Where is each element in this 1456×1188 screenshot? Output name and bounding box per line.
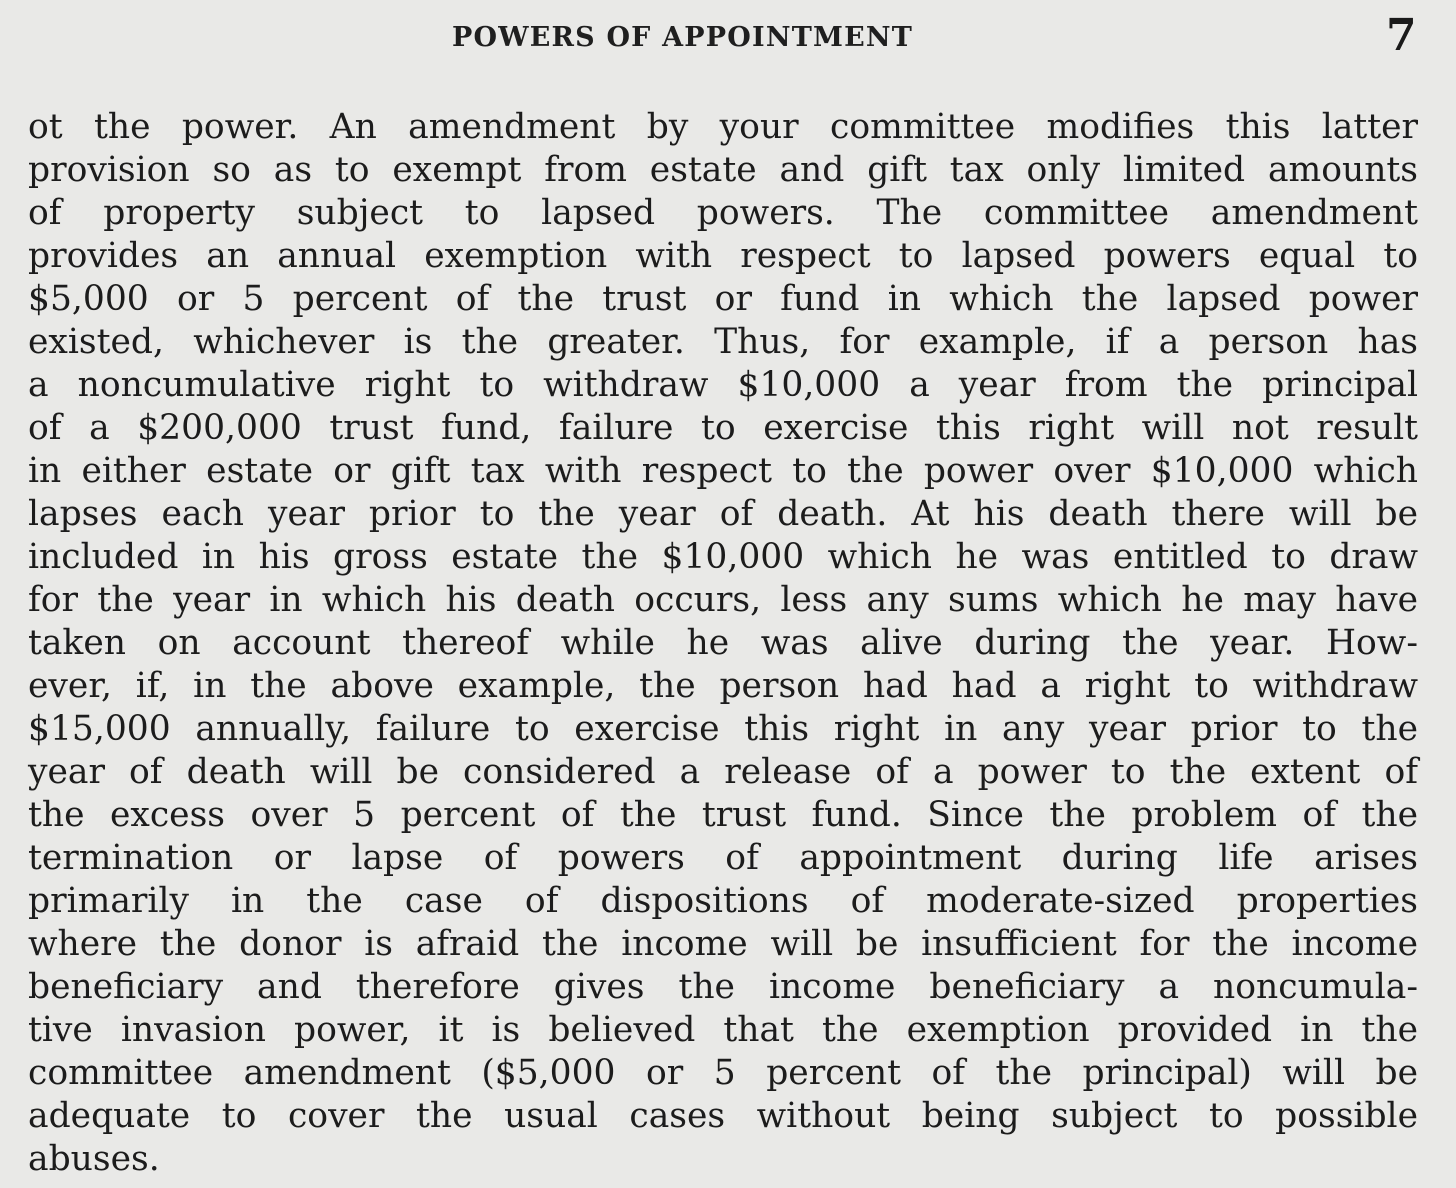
text-line: year of death will be considered a release of a power to the extent of	[28, 752, 1418, 792]
text-line: adequate to cover the usual cases without being subject to possible	[28, 1096, 1418, 1136]
page-number: 7	[1386, 10, 1417, 61]
text-line: $15,000 annually, failure to exercise this right in any year prior to the	[28, 709, 1418, 749]
text-line: included in his gross estate the $10,000 which he was entitled to draw	[28, 537, 1418, 577]
text-line: of property subject to lapsed powers. The committee amendment	[28, 193, 1418, 233]
text-line: $5,000 or 5 percent of the trust or fund in which the lapsed power	[28, 279, 1418, 319]
running-header	[0, 10, 1456, 64]
text-line: provides an annual exemption with respect to lapsed powers equal to	[28, 236, 1418, 276]
running-title: POWERS OF APPOINTMENT	[452, 22, 914, 53]
text-line: taken on account thereof while he was alive during the year. How-	[28, 623, 1418, 663]
body-paragraph	[28, 106, 1418, 1181]
text-line: existed, whichever is the greater. Thus, for example, if a person has	[28, 322, 1418, 362]
text-line: provision so as to exempt from estate and gift tax only limited amounts	[28, 150, 1418, 190]
text-line: of a $200,000 trust fund, failure to exercise this right will not result	[28, 408, 1418, 448]
text-line: where the donor is afraid the income will be insufficient for the income	[28, 924, 1418, 964]
text-line: in either estate or gift tax with respect to the power over $10,000 which	[28, 451, 1418, 491]
text-line: committee amendment ($5,000 or 5 percent of the principal) will be	[28, 1053, 1418, 1093]
text-line: ot the power. An amendment by your committee modifies this latter	[28, 107, 1418, 147]
text-line: ever, if, in the above example, the person had had a right to withdraw	[28, 666, 1418, 706]
text-line: for the year in which his death occurs, less any sums which he may have	[28, 580, 1418, 620]
text-line: tive invasion power, it is believed that the exemption provided in the	[28, 1010, 1418, 1050]
text-line: the excess over 5 percent of the trust fund. Since the problem of the	[28, 795, 1418, 835]
text-line: lapses each year prior to the year of death. At his death there will be	[28, 494, 1418, 534]
text-line-last: abuses.	[28, 1139, 160, 1179]
text-line: termination or lapse of powers of appointment during life arises	[28, 838, 1418, 878]
text-line: primarily in the case of dispositions of moderate-sized properties	[28, 881, 1418, 921]
text-line: beneficiary and therefore gives the income beneficiary a noncumula-	[28, 967, 1418, 1007]
text-line: a noncumulative right to withdraw $10,000 a year from the principal	[28, 365, 1418, 405]
